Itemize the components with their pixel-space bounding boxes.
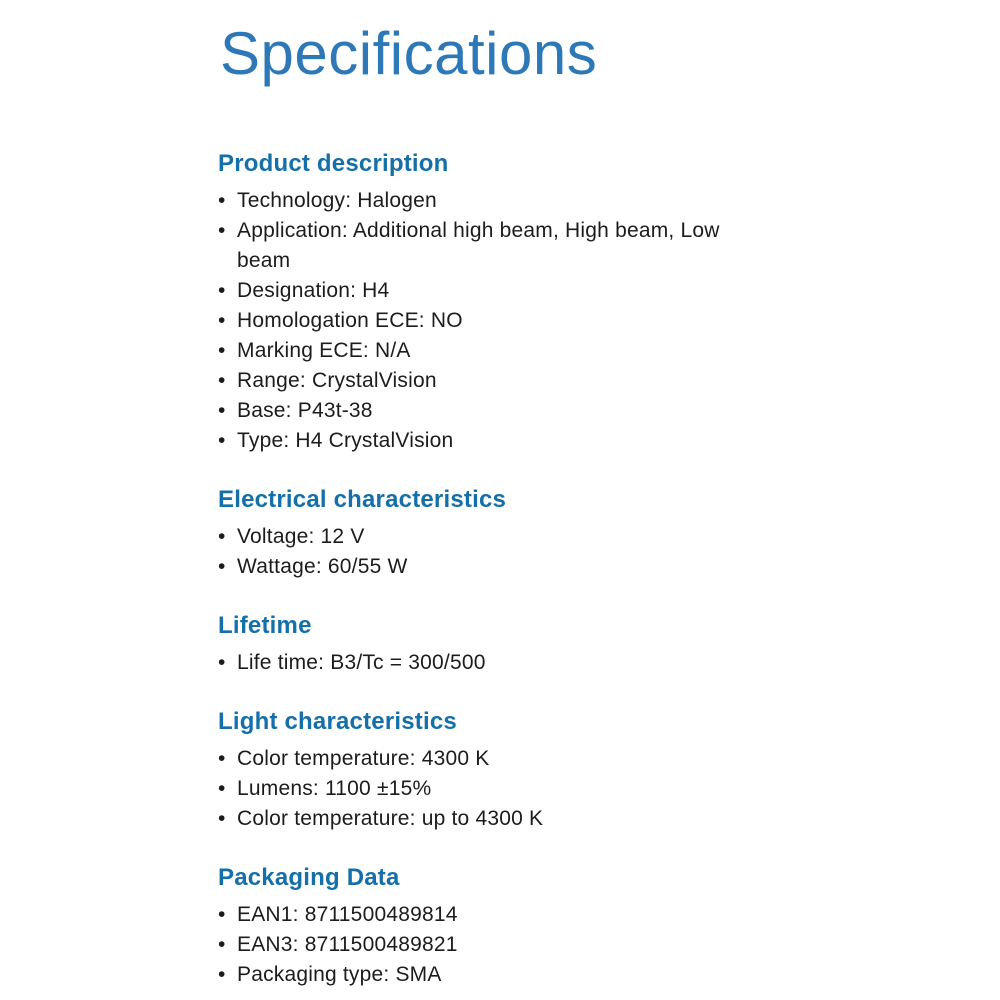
section-title: Lifetime — [218, 612, 312, 639]
spec-item-text: Life time: B3/Tc = 300/500 — [237, 651, 486, 674]
spec-item-text: Color temperature: 4300 K — [237, 747, 490, 770]
bullet-list — [218, 522, 778, 582]
spec-item — [218, 276, 763, 306]
spec-item — [218, 216, 763, 276]
spec-section — [218, 150, 778, 456]
bullet-icon: • — [218, 651, 226, 674]
spec-item — [218, 306, 763, 336]
spec-section — [218, 708, 778, 834]
bullet-icon: • — [218, 525, 226, 548]
spec-item — [218, 930, 763, 960]
bullet-icon: • — [218, 399, 226, 422]
spec-item-text: Voltage: 12 V — [237, 525, 365, 548]
bullet-list — [218, 648, 778, 678]
spec-item — [218, 426, 763, 456]
bullet-list — [218, 900, 778, 990]
bullet-icon: • — [218, 807, 226, 830]
spec-item-text: Lumens: 1100 ±15% — [237, 777, 432, 800]
spec-item-text: Color temperature: up to 4300 K — [237, 807, 544, 830]
spec-item — [218, 552, 763, 582]
spec-item-text: Marking ECE: N/A — [237, 339, 411, 362]
section-title: Electrical characteristics — [218, 486, 507, 513]
spec-item — [218, 522, 763, 552]
spec-item — [218, 960, 763, 990]
bullet-icon: • — [218, 933, 226, 956]
spec-item — [218, 366, 763, 396]
spec-item — [218, 774, 763, 804]
page-title: Specifications — [220, 20, 598, 87]
spec-item-text: Range: CrystalVision — [237, 369, 437, 392]
bullet-icon: • — [218, 963, 226, 986]
spec-item-text: Technology: Halogen — [237, 189, 437, 212]
bullet-icon: • — [218, 555, 226, 578]
spec-item-text: Designation: H4 — [237, 279, 390, 302]
bullet-list — [218, 186, 778, 456]
spec-item — [218, 900, 763, 930]
bullet-icon: • — [218, 189, 226, 212]
bullet-icon: • — [218, 309, 226, 332]
bullet-icon: • — [218, 747, 226, 770]
spec-item — [218, 744, 763, 774]
spec-item — [218, 648, 763, 678]
bullet-icon: • — [218, 219, 226, 242]
spec-item-text: Homologation ECE: NO — [237, 309, 463, 332]
section-title: Packaging Data — [218, 864, 400, 891]
spec-item — [218, 336, 763, 366]
bullet-icon: • — [218, 339, 226, 362]
spec-item-text: EAN3: 8711500489821 — [237, 933, 458, 956]
spec-item — [218, 186, 763, 216]
spec-item-text: Packaging type: SMA — [237, 963, 442, 986]
spec-item-text: Application: Additional high beam, High beam, Low beam — [237, 219, 720, 272]
spec-section — [218, 486, 778, 582]
spec-item-text: Wattage: 60/55 W — [237, 555, 408, 578]
bullet-icon: • — [218, 777, 226, 800]
spec-section — [218, 864, 778, 990]
spec-item-text: EAN1: 8711500489814 — [237, 903, 458, 926]
spec-content — [218, 150, 778, 990]
bullet-icon: • — [218, 369, 226, 392]
spec-section — [218, 612, 778, 678]
spec-item — [218, 804, 763, 834]
spec-item-text: Type: H4 CrystalVision — [237, 429, 454, 452]
bullet-icon: • — [218, 429, 226, 452]
section-title: Light characteristics — [218, 708, 457, 735]
bullet-icon: • — [218, 903, 226, 926]
bullet-list — [218, 744, 778, 834]
bullet-icon: • — [218, 279, 226, 302]
section-title: Product description — [218, 150, 449, 177]
spec-item-text: Base: P43t-38 — [237, 399, 373, 422]
spec-item — [218, 396, 763, 426]
